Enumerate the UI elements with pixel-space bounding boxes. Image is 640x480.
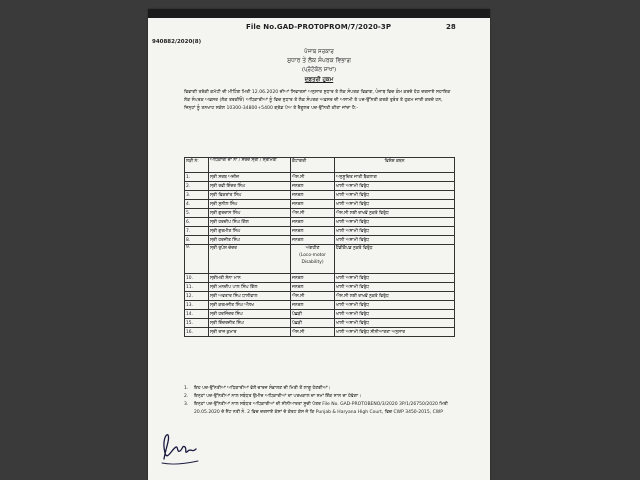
table-row — [185, 310, 455, 319]
cell-category-multiline — [291, 245, 335, 274]
cell-name: ਸ੍ਰੀ ਸਰਬ ਅਜ਼ੀਜ਼ — [209, 173, 291, 182]
reference-number: 940882/2020(8) — [152, 39, 202, 45]
table-row — [185, 245, 455, 274]
cell-category: ਐਸ.ਸੀ — [291, 209, 335, 218]
cell-category: ਜਨਰਲ — [291, 283, 335, 292]
header-remark: ਵਿਸ਼ੇਸ਼ ਕਥਨ — [335, 158, 455, 173]
cell-name: ਸ੍ਰੀ ਗੁਰਦਾਸ ਸਿੰਘ — [209, 209, 291, 218]
table-row — [185, 319, 455, 328]
cell-remark: ਖਾਲੀ ਅਸਾਮੀ ਵਿਰੁੱਧ — [335, 274, 455, 283]
cell-remark: ਖਾਲੀ ਅਸਾਮੀ ਵਿਰੁੱਧ — [335, 283, 455, 292]
cell-name: ਸ੍ਰੀ ਹਰਦੀਪ ਸਿੰਘ ਗਿੱਲ — [209, 218, 291, 227]
cell-remark: ਖਾਲੀ ਅਸਾਮੀ ਵਿਰੁੱਧ — [335, 182, 455, 191]
cell-remark: ਖਾਲੀ ਅਸਾਮੀ ਵਿਰੁੱਧ ਸੀਨੀਆਰਤਾ ਅਨੁਸਾਰ — [335, 328, 455, 337]
table-row — [185, 218, 455, 227]
cell-serial: 7. — [185, 227, 209, 236]
cell-name: ਸ੍ਰੀ ਕਰਮਜੀਤ ਸਿੰਘ ਔਲਖ — [209, 301, 291, 310]
cell-remark: ਖਾਲੀ ਅਸਾਮੀ ਵਿਰੁੱਧ — [335, 218, 455, 227]
note-text: ਇਨ੍ਹਾਂ ਪਦ-ਉੱਨਤੀਆਂ ਨਾਲ ਸਬੰਧਤ ਅਧਿਕਾਰੀਆਂ ਦੀ ਸੀਨੀਆਰਤਾ ਸੂਚੀ ਪੱਤਰ File No. GAD-PROTOBENO/3/2020 3P/1/26750/2020 ਮਿਤੀ 20.05.2020 ਦੇ ਸੈਂਟ ਨਤੀ ਨੰ. 2 ਵਿਚ ਦਰਸਾਏ ਕੇਸਾਂ ਦੇ ਕੋਰਟ ਕੇਸ ਜੋ ਕਿ Punjab & Haryana High Court, ਵਿਚ CWP 3450-2015, CWP — [194, 402, 448, 415]
cell-name: ਸ੍ਰੀਮਤੀ ਸੋਨਾ ਮਾਨ — [209, 274, 291, 283]
cell-remark: ਖਾਲੀ ਅਸਾਮੀ ਵਿਰੁੱਧ — [335, 319, 455, 328]
page-number: 28 — [446, 23, 456, 31]
cell-category: ਜਨਰਲ — [291, 274, 335, 283]
cell-category: ਜਨਰਲ — [291, 200, 335, 209]
cell-category: ਐਸ.ਸੀ — [291, 292, 335, 301]
table-row — [185, 209, 455, 218]
cell-remark: ਖਾਲੀ ਅਸਾਮੀ ਵਿਰੁੱਧ — [335, 227, 455, 236]
table-row — [185, 200, 455, 209]
cell-serial: 6. — [185, 218, 209, 227]
header-branch: (ਪ੍ਰੋਟੋਕੋਲ ਸ਼ਾਖਾ) — [301, 67, 337, 73]
cell-remark: ਖਾਲੀ ਅਸਾਮੀ ਵਿਰੁੱਧ — [335, 310, 455, 319]
cell-name: ਸ੍ਰੀ ਰਾਜ ਕੁਮਾਰ — [209, 328, 291, 337]
cell-name: ਸ੍ਰੀ ਇੰਦਰਜੀਤ ਸਿੰਘ — [209, 319, 291, 328]
cell-category: ਜਨਰਲ — [291, 182, 335, 191]
cell-category: ਐਸ.ਸੀ — [291, 173, 335, 182]
cell-serial: 8. — [185, 236, 209, 245]
cell-serial: 1. — [185, 173, 209, 182]
cell-name: ਸ੍ਰੀ ਹਰਜਿੰਦਰ ਸਿੰਘ — [209, 310, 291, 319]
note-number: 1. — [184, 386, 189, 391]
cell-serial: 15. — [185, 319, 209, 328]
cell-category-extra: Disability) — [301, 260, 324, 265]
cell-serial: 9. — [185, 245, 209, 274]
cell-serial: 12. — [185, 292, 209, 301]
header-category: ਕੈਟਾਗਰੀ — [291, 158, 335, 173]
note-text: ਇਨ੍ਹਾਂ ਪਦ-ਉੱਨਤੀਆਂ ਨਾਲ ਸਬੰਧਤ ਉਮੀਦ ਅਧਿਕਾਰੀਆਂ ਦਾ ਪਰਖਕਾਲ ਦਾ ਸਮਾਂ ਇੱਕ ਸਾਲ ਦਾ ਹੋਵੇਗਾ। — [194, 394, 362, 399]
cell-serial: 5. — [185, 209, 209, 218]
intro-paragraph: ਵਿਭਾਗੀ ਤਰੱਕੀ ਕਮੇਟੀ ਦੀ ਮੀਟਿੰਗ ਮਿਤੀ 12.06.2020 ਦੀਆਂ ਸਿਫਾਰਸ਼ਾਂ ਅਨੁਸਾਰ ਸੁਧਾਰ ਤੇ ਲੋਕ ਸੰਪਰਕ ਵਿਭਾਗ, ਪੰਜਾਬ ਵਿਚ ਕੰਮ ਕਰਦੇ ਹੇਠ ਦਰਸਾਏ ਸਹਾਇਕ ਲੋਕ ਸੰਪਰਕ ਅਫ਼ਸਰ (ਲੋਕ ਤਰਕੀਓਂ) ਅਧਿਕਾਰੀਆਂ ਨੂੰ ਵਿਚ ਸੁਧਾਰ ਤੇ ਲੋਕ ਸੰਪਰਕ ਅਫ਼ਸਰ ਦੀ ਅਸਾਮੀ ਤੇ ਪਦ-ਉੱਨਤੀ ਕਰਕੇ ਤੁਰੰਤ ਤੇ ਹੁਕਮ ਜਾਰੀ ਕਰਦੇ ਹਨ, ਜਿਨ੍ਹਾਂ ਨੂੰ ਤਨਖਾਹ ਸਕੇਲ 10300-34800+5400 ਗ੍ਰੇਡ ਪੇਅ ਤੇ ਰੈਗੂਲਰ ਪਦ-ਉੱਨਤੀ ਕੀਤਾ ਜਾਂਦਾ ਹੈ:- — [184, 90, 451, 111]
table-row — [185, 227, 455, 236]
note-item — [184, 393, 454, 401]
cell-category: ਜਨਰਲ — [291, 191, 335, 200]
cell-name: ਸ੍ਰੀ ਰਵੀ ਇੰਦਰ ਸਿੰਘ — [209, 182, 291, 191]
table-row — [185, 283, 455, 292]
cell-serial: 14. — [185, 310, 209, 319]
table-row — [185, 236, 455, 245]
cell-category: ਐਸ.ਸੀ — [291, 328, 335, 337]
cell-serial: 4. — [185, 200, 209, 209]
cell-name: ਸ੍ਰੀ ਰੁਪੇਸ਼ ਚੰਦਰ — [209, 245, 291, 274]
header-serial: ਲੜੀ ਨੰ: — [185, 158, 209, 173]
notes-section — [184, 385, 454, 417]
cell-category: ਜਨਰਲ — [291, 236, 335, 245]
table-row — [185, 292, 455, 301]
handwritten-signature — [158, 429, 204, 469]
promotion-table — [184, 157, 455, 337]
cell-name: ਸ੍ਰੀ ਸੁਨੀਲ ਸਿੰਘ — [209, 200, 291, 209]
cell-name: ਸ੍ਰੀ ਵਿਕਰਾਂਤ ਸਿੰਘ — [209, 191, 291, 200]
table-row — [185, 301, 455, 310]
cell-category: ਜਨਰਲ — [291, 218, 335, 227]
cell-category: ਜਨਰਲ — [291, 301, 335, 310]
cell-name: ਸ੍ਰੀ ਹਰਜੀਤ ਸਿੰਘ — [209, 236, 291, 245]
table-row — [185, 328, 455, 337]
document-page — [148, 9, 490, 480]
cell-serial: 10. — [185, 274, 209, 283]
note-number: 2. — [184, 394, 189, 399]
cell-serial: 3. — [185, 191, 209, 200]
note-item — [184, 401, 454, 417]
header-office-order: ਦਫ਼ਤਰੀ ਹੁਕਮ — [304, 77, 334, 83]
table-header-row — [185, 158, 455, 173]
cell-category: ਪੱਛੜੀ — [291, 319, 335, 328]
cell-name: ਸ੍ਰੀ ਅਵਤਾਰ ਸਿੰਘ ਧਾਲੀਵਾਲ — [209, 292, 291, 301]
cell-category: ਅੰਗਹੀਣ — [305, 246, 320, 251]
cell-remark: ਅਨੁਸੂਚਿਤ ਜਾਤੀ ਬੈਕਲਾਗ — [335, 173, 455, 182]
cell-serial: 11. — [185, 283, 209, 292]
cell-serial: 2. — [185, 182, 209, 191]
cell-remark: ਐਸ.ਸੀ ਲਈ ਰਾਖਵੇਂ ਨੁਕਤੇ ਵਿਰੁੱਧ — [335, 209, 455, 218]
cell-remark: ਐਸ.ਸੀ ਲਈ ਰਾਖਵੇਂ ਨੁਕਤੇ ਵਿਰੁੱਧ — [335, 292, 455, 301]
table-row — [185, 274, 455, 283]
cell-category: ਪੱਛੜੀ — [291, 310, 335, 319]
cell-category-extra: (Loco-motor — [299, 253, 326, 258]
cell-remark: ਖਾਲੀ ਅਸਾਮੀ ਵਿਰੁੱਧ — [335, 301, 455, 310]
page-top-edge — [148, 9, 490, 18]
cell-remark: ਖਾਲੀ ਅਸਾਮੀ ਵਿਰੁੱਧ — [335, 191, 455, 200]
header-name: ਅਧਿਕਾਰੀ ਦਾ ਨਾਂ / ਸਰਦ ਸ੍ਰੀ / ਸ੍ਰੀਮਤੀ — [209, 158, 291, 173]
cell-serial: 16. — [185, 328, 209, 337]
header-government: ਪੰਜਾਬ ਸਰਕਾਰ — [304, 49, 334, 55]
cell-category: ਜਨਰਲ — [291, 227, 335, 236]
table-row — [185, 173, 455, 182]
note-number: 3. — [184, 402, 189, 407]
header-department: ਸੁਧਾਰ ਤੇ ਲੋਕ ਸੰਪਰਕ ਵਿਭਾਗ — [287, 57, 351, 64]
note-item — [184, 385, 454, 393]
cell-name: ਸ੍ਰੀ ਮਨਦੀਪ ਪਾਲ ਸਿੰਘ ਗਿੱਲ — [209, 283, 291, 292]
table-row — [185, 182, 455, 191]
note-text: ਇਹ ਪਦ-ਉੱਨਤੀਆਂ ਅਧਿਕਾਰੀਆਂ ਵੱਲੋਂ ਚਾਰਜ ਸੰਭਾਲਣ ਦੀ ਮਿਤੀ ਤੋਂ ਲਾਗੂ ਹੋਣਗੀਆਂ। — [194, 386, 331, 391]
cell-remark: ਹੈਂਡੀਕੈਪਡ ਨੁਕਤੇ ਵਿਰੁੱਧ — [335, 245, 455, 274]
cell-remark: ਖਾਲੀ ਅਸਾਮੀ ਵਿਰੁੱਧ — [335, 200, 455, 209]
table-row — [185, 191, 455, 200]
cell-name: ਸ੍ਰੀ ਗੁਰਮੀਤ ਸਿੰਘ — [209, 227, 291, 236]
cell-serial: 13. — [185, 301, 209, 310]
cell-remark: ਖਾਲੀ ਅਸਾਮੀ ਵਿਰੁੱਧ — [335, 236, 455, 245]
file-number: File No.GAD-PROT0PROM/7/2020-3P — [246, 23, 392, 31]
